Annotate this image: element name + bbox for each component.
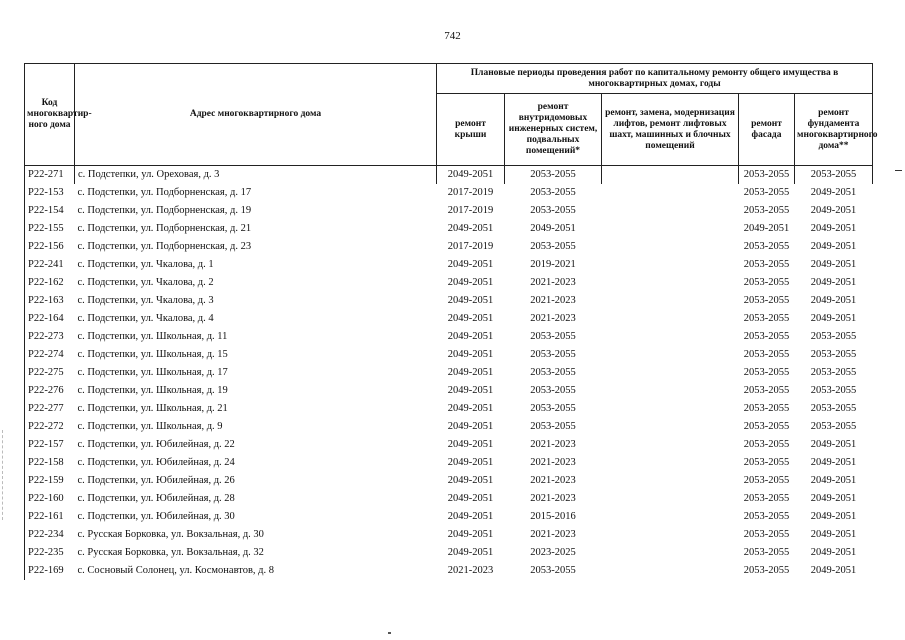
row-roof: 2049-2051 xyxy=(447,403,494,414)
row-facade: 2053-2055 xyxy=(743,457,790,468)
row-roof: 2049-2051 xyxy=(447,367,494,378)
table-row xyxy=(25,490,873,508)
table-row xyxy=(25,166,873,185)
row-elevators xyxy=(602,400,739,418)
row-elevators xyxy=(602,472,739,490)
row-foundation: 2053-2055 xyxy=(810,331,857,342)
row-elevators xyxy=(602,436,739,454)
row-roof: 2049-2051 xyxy=(447,277,494,288)
row-elevators xyxy=(602,526,739,544)
header-foundation: ремонт фундамента многоквартирного дома** xyxy=(795,94,873,166)
row-code: Р22-160 xyxy=(25,490,75,508)
row-elevators xyxy=(602,310,739,328)
scan-dot xyxy=(388,632,391,634)
row-facade: 2053-2055 xyxy=(743,529,790,540)
table-body xyxy=(25,166,873,581)
row-engineering: 2021-2023 xyxy=(530,439,576,450)
row-code: Р22-154 xyxy=(25,202,75,220)
row-facade: 2053-2055 xyxy=(743,331,790,342)
row-facade: 2053-2055 xyxy=(743,187,790,198)
row-roof: 2049-2051 xyxy=(447,457,494,468)
row-address: с. Подстепки, ул. Школьная, д. 11 xyxy=(77,331,228,342)
row-code: Р22-241 xyxy=(25,256,75,274)
row-code: Р22-275 xyxy=(25,364,75,382)
row-foundation: 2049-2051 xyxy=(810,187,857,198)
row-engineering: 2023-2025 xyxy=(530,547,576,558)
row-code: Р22-272 xyxy=(25,418,75,436)
header-engineering: ремонт внутридомовых инженерных систем, подвальных помещений* xyxy=(505,94,602,166)
row-facade: 2053-2055 xyxy=(743,241,790,252)
row-engineering: 2021-2023 xyxy=(530,493,576,504)
row-foundation: 2049-2051 xyxy=(810,475,857,486)
row-code: Р22-277 xyxy=(25,400,75,418)
row-facade: 2053-2055 xyxy=(743,403,790,414)
row-elevators xyxy=(602,274,739,292)
row-foundation: 2049-2051 xyxy=(810,277,857,288)
row-engineering: 2019-2021 xyxy=(530,259,576,270)
row-engineering: 2053-2055 xyxy=(530,205,576,216)
table-row xyxy=(25,238,873,256)
row-address: с. Подстепки, ул. Школьная, д. 21 xyxy=(77,403,228,414)
row-address: с. Подстепки, ул. Чкалова, д. 3 xyxy=(77,295,214,306)
row-address: с. Подстепки, ул. Юбилейная, д. 22 xyxy=(77,439,235,450)
row-facade: 2053-2055 xyxy=(743,385,790,396)
row-elevators xyxy=(602,328,739,346)
row-address: с. Русская Борковка, ул. Вокзальная, д. 30 xyxy=(77,529,264,540)
row-roof: 2049-2051 xyxy=(447,421,494,432)
row-foundation: 2049-2051 xyxy=(810,493,857,504)
row-engineering: 2053-2055 xyxy=(530,331,576,342)
page-number: 742 xyxy=(444,30,461,42)
row-address: с. Подстепки, ул. Школьная, д. 17 xyxy=(77,367,228,378)
scan-mark xyxy=(895,170,902,171)
row-engineering: 2049-2051 xyxy=(530,223,576,234)
row-engineering: 2021-2023 xyxy=(530,277,576,288)
row-elevators xyxy=(602,166,739,185)
row-roof: 2049-2051 xyxy=(447,349,494,360)
row-engineering: 2021-2023 xyxy=(530,457,576,468)
row-address: с. Подстепки, ул. Юбилейная, д. 26 xyxy=(77,475,235,486)
row-elevators xyxy=(602,508,739,526)
row-foundation: 2053-2055 xyxy=(810,385,857,396)
row-foundation: 2049-2051 xyxy=(810,439,857,450)
row-elevators xyxy=(602,490,739,508)
row-elevators xyxy=(602,256,739,274)
row-engineering: 2015-2016 xyxy=(530,511,576,522)
row-engineering: 2053-2055 xyxy=(530,241,576,252)
row-elevators xyxy=(602,562,739,580)
row-roof: 2049-2051 xyxy=(447,547,494,558)
capital-repair-schedule-table xyxy=(24,63,878,580)
header-elevators: ремонт, замена, модернизация лифтов, ремонт лифтовых шахт, машинных и блочных помещений xyxy=(602,94,739,166)
row-address: с. Подстепки, ул. Школьная, д. 15 xyxy=(77,349,228,360)
scan-edge-marks xyxy=(2,430,4,520)
table-row xyxy=(25,274,873,292)
row-code: Р22-273 xyxy=(25,328,75,346)
row-engineering: 2053-2055 xyxy=(530,565,576,576)
row-elevators xyxy=(602,202,739,220)
row-code: Р22-158 xyxy=(25,454,75,472)
table-row xyxy=(25,400,873,418)
row-code: Р22-271 xyxy=(25,166,75,185)
row-elevators xyxy=(602,346,739,364)
table-row xyxy=(25,562,873,580)
table-row xyxy=(25,292,873,310)
row-roof: 2017-2019 xyxy=(447,187,494,198)
row-elevators xyxy=(602,418,739,436)
row-facade: 2053-2055 xyxy=(743,277,790,288)
row-address: с. Подстепки, ул. Чкалова, д. 2 xyxy=(77,277,214,288)
table-row xyxy=(25,364,873,382)
row-elevators xyxy=(602,364,739,382)
row-facade: 2053-2055 xyxy=(743,475,790,486)
row-address: с. Подстепки, ул. Подборненская, д. 17 xyxy=(77,187,252,198)
header-periods-title: Плановые периоды проведения работ по капитальному ремонту общего имущества в многоквартирных домах, годы xyxy=(437,64,873,94)
row-engineering: 2053-2055 xyxy=(530,403,576,414)
row-address: с. Подстепки, ул. Юбилейная, д. 30 xyxy=(77,511,235,522)
row-elevators xyxy=(602,220,739,238)
table-row xyxy=(25,202,873,220)
row-elevators xyxy=(602,292,739,310)
row-foundation: 2049-2051 xyxy=(810,565,857,576)
row-facade: 2053-2055 xyxy=(743,439,790,450)
row-roof: 2049-2051 xyxy=(447,313,494,324)
row-foundation: 2049-2051 xyxy=(810,259,857,270)
row-foundation: 2053-2055 xyxy=(810,421,857,432)
table-row xyxy=(25,220,873,238)
row-engineering: 2053-2055 xyxy=(530,421,576,432)
row-code: Р22-153 xyxy=(25,184,75,202)
row-code: Р22-163 xyxy=(25,292,75,310)
row-engineering: 2053-2055 xyxy=(530,367,576,378)
row-foundation: 2049-2051 xyxy=(810,295,857,306)
row-roof: 2049-2051 xyxy=(447,493,494,504)
row-engineering: 2021-2023 xyxy=(530,529,576,540)
row-facade: 2053-2055 xyxy=(743,313,790,324)
row-foundation: 2049-2051 xyxy=(810,457,857,468)
row-address: с. Подстепки, ул. Подборненская, д. 23 xyxy=(77,241,252,252)
table-row xyxy=(25,382,873,400)
table-row xyxy=(25,472,873,490)
row-roof: 2049-2051 xyxy=(447,259,494,270)
header-facade: ремонт фасада xyxy=(739,94,795,166)
row-code: Р22-169 xyxy=(25,562,75,580)
row-elevators xyxy=(602,544,739,562)
row-roof: 2017-2019 xyxy=(447,241,494,252)
row-roof: 2049-2051 xyxy=(447,475,494,486)
table-row xyxy=(25,544,873,562)
row-foundation: 2053-2055 xyxy=(795,166,873,185)
row-foundation: 2049-2051 xyxy=(810,529,857,540)
row-address: с. Подстепки, ул. Подборненская, д. 19 xyxy=(77,205,252,216)
row-engineering: 2053-2055 xyxy=(505,166,602,185)
table-row xyxy=(25,454,873,472)
header-address: Адрес многоквартирного дома xyxy=(75,64,437,166)
row-foundation: 2049-2051 xyxy=(810,547,857,558)
row-elevators xyxy=(602,382,739,400)
row-facade: 2053-2055 xyxy=(743,259,790,270)
row-elevators xyxy=(602,454,739,472)
row-code: Р22-155 xyxy=(25,220,75,238)
row-address: с. Подстепки, ул. Школьная, д. 9 xyxy=(77,421,223,432)
row-engineering: 2053-2055 xyxy=(530,187,576,198)
row-facade: 2053-2055 xyxy=(743,511,790,522)
row-code: Р22-162 xyxy=(25,274,75,292)
row-facade: 2053-2055 xyxy=(743,349,790,360)
row-code: Р22-234 xyxy=(25,526,75,544)
row-foundation: 2049-2051 xyxy=(810,241,857,252)
row-roof: 2049-2051 xyxy=(447,529,494,540)
table-row xyxy=(25,328,873,346)
row-address: с. Подстепки, ул. Чкалова, д. 1 xyxy=(77,259,214,270)
header-code: Код многоквартир-ного дома xyxy=(25,64,75,166)
row-address: с. Подстепки, ул. Чкалова, д. 4 xyxy=(77,313,214,324)
row-engineering: 2021-2023 xyxy=(530,313,576,324)
row-foundation: 2049-2051 xyxy=(810,511,857,522)
table-row xyxy=(25,184,873,202)
row-roof: 2049-2051 xyxy=(447,295,494,306)
row-foundation: 2053-2055 xyxy=(810,349,857,360)
row-facade: 2053-2055 xyxy=(743,367,790,378)
table-row xyxy=(25,310,873,328)
row-address: с. Подстепки, ул. Юбилейная, д. 24 xyxy=(77,457,235,468)
row-address: с. Подстепки, ул. Подборненская, д. 21 xyxy=(77,223,252,234)
row-roof: 2049-2051 xyxy=(447,511,494,522)
row-facade: 2053-2055 xyxy=(743,205,790,216)
row-engineering: 2021-2023 xyxy=(530,475,576,486)
row-elevators xyxy=(602,184,739,202)
row-roof: 2049-2051 xyxy=(447,223,494,234)
table-row xyxy=(25,508,873,526)
row-facade: 2053-2055 xyxy=(743,295,790,306)
row-code: Р22-235 xyxy=(25,544,75,562)
row-address: с. Русская Борковка, ул. Вокзальная, д. 32 xyxy=(77,547,264,558)
row-code: Р22-164 xyxy=(25,310,75,328)
row-foundation: 2049-2051 xyxy=(810,205,857,216)
row-code: Р22-276 xyxy=(25,382,75,400)
header-roof: ремонт крыши xyxy=(437,94,505,166)
table-row xyxy=(25,436,873,454)
row-roof: 2049-2051 xyxy=(447,385,494,396)
row-roof: 2021-2023 xyxy=(447,565,494,576)
row-foundation: 2049-2051 xyxy=(810,313,857,324)
table-row xyxy=(25,346,873,364)
row-roof: 2017-2019 xyxy=(447,205,494,216)
row-facade: 2053-2055 xyxy=(743,421,790,432)
row-code: Р22-156 xyxy=(25,238,75,256)
row-code: Р22-159 xyxy=(25,472,75,490)
row-code: Р22-161 xyxy=(25,508,75,526)
row-code: Р22-157 xyxy=(25,436,75,454)
row-address: с. Подстепки, ул. Юбилейная, д. 28 xyxy=(77,493,235,504)
row-engineering: 2053-2055 xyxy=(530,385,576,396)
row-roof: 2049-2051 xyxy=(447,439,494,450)
row-address: с. Сосновый Солонец, ул. Космонавтов, д. 8 xyxy=(77,565,275,576)
row-engineering: 2021-2023 xyxy=(530,295,576,306)
table-row xyxy=(25,256,873,274)
table-row xyxy=(25,418,873,436)
row-foundation: 2053-2055 xyxy=(810,367,857,378)
row-facade: 2049-2051 xyxy=(743,223,790,234)
row-facade: 2053-2055 xyxy=(743,565,790,576)
row-facade: 2053-2055 xyxy=(739,166,795,185)
row-code: Р22-274 xyxy=(25,346,75,364)
row-foundation: 2053-2055 xyxy=(810,403,857,414)
row-engineering: 2053-2055 xyxy=(530,349,576,360)
row-roof: 2049-2051 xyxy=(437,166,505,185)
row-address: с. Подстепки, ул. Школьная, д. 19 xyxy=(77,385,228,396)
row-facade: 2053-2055 xyxy=(743,547,790,558)
table-row xyxy=(25,526,873,544)
row-address: с. Подстепки, ул. Ореховая, д. 3 xyxy=(75,166,437,185)
row-roof: 2049-2051 xyxy=(447,331,494,342)
row-foundation: 2049-2051 xyxy=(810,223,857,234)
row-facade: 2053-2055 xyxy=(743,493,790,504)
row-elevators xyxy=(602,238,739,256)
